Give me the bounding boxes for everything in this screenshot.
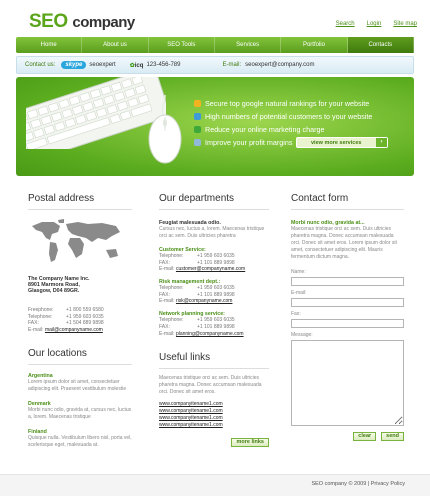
company-street: 8901 Marmora Road, bbox=[28, 282, 80, 288]
skype-icon: skype bbox=[61, 61, 86, 69]
department-name: Network planning service: bbox=[159, 311, 225, 318]
email-row: E-mail: mail@companyname.com bbox=[28, 326, 103, 333]
contact-bar bbox=[16, 56, 414, 74]
site-map-link[interactable]: Site map bbox=[393, 21, 417, 27]
world-map-image bbox=[28, 216, 128, 268]
nav-home[interactable]: Home bbox=[16, 37, 82, 53]
dept-email-link[interactable]: planning@companyname.com bbox=[175, 330, 244, 337]
main-nav bbox=[16, 37, 414, 53]
nav-about-us[interactable]: About us bbox=[82, 37, 148, 53]
footer bbox=[0, 474, 430, 496]
view-more-services-button[interactable] bbox=[296, 137, 388, 148]
feature-item: Secure top google natural rankings for your website bbox=[194, 97, 372, 110]
dept-email-row: E-mail: risk@companyname.com bbox=[159, 298, 233, 305]
department-block bbox=[159, 279, 269, 305]
location-text: Morbi nunc odio, gravida at, cursus nec, luctus a, lorem. Maecenas tristique bbox=[28, 406, 132, 420]
contact-email: seoexpert@company.com bbox=[245, 62, 315, 68]
postal-title: Postal address bbox=[28, 193, 132, 210]
dept-email-link[interactable]: customer@companyname.com bbox=[175, 266, 246, 273]
feature-item: Reduce your online marketing charge bbox=[194, 123, 372, 136]
fax-field[interactable] bbox=[291, 319, 404, 328]
contact-form-column bbox=[291, 193, 404, 441]
department-name: Risk management dept.: bbox=[159, 279, 221, 286]
location-text: Lorem ipsum dolor sit amet, consectetuer adipiscing elit. Praesent vestibulum molestie bbox=[28, 378, 127, 392]
document-icon bbox=[194, 139, 201, 146]
footer-text: SEO company © 2009 | Privacy Policy bbox=[311, 481, 405, 487]
useful-link[interactable]: www.companyitename1.com bbox=[159, 414, 223, 421]
department-block bbox=[159, 311, 269, 337]
dept-email-link[interactable]: risk@companyname.com bbox=[175, 298, 233, 305]
icq-icon: ✿icq bbox=[129, 62, 144, 69]
mouse-image bbox=[141, 95, 189, 167]
check-icon bbox=[194, 126, 201, 133]
dept-fax-row: FAX: +1 101 889 9898 bbox=[159, 291, 235, 298]
feature-item: High numbers of potential customers to your website bbox=[194, 110, 372, 123]
locations-title: Our locations bbox=[28, 348, 132, 365]
dept-fax-row: FAX: +1 101 889 9898 bbox=[159, 323, 235, 330]
location-name: Denmark bbox=[28, 400, 51, 407]
email-field-label: E-mail: bbox=[291, 290, 307, 296]
dept-tel-row: Telephone: +1 959 603 6035 bbox=[159, 317, 235, 324]
dept-email-row: E-mail: planning@companyname.com bbox=[159, 330, 244, 337]
logo-seo: SEO bbox=[29, 11, 68, 32]
email-field[interactable] bbox=[291, 298, 404, 307]
contact-form-intro-text: Maecenas tristique orci ac sem. Duis ultricies pharetra magna. Donec accumsan malesuada orci. Donec sit amet eros. Lorem ipsum dolor sit amet, consectetuer adipiscing elit. Mauris fermentum dictum magna. bbox=[291, 226, 397, 260]
dept-email-row: E-mail: customer@companyname.com bbox=[159, 266, 246, 273]
phone-row: Freephone: +1 800 559 6580 bbox=[28, 307, 104, 313]
arrow-right-icon: › bbox=[376, 138, 387, 147]
useful-link[interactable]: www.companyitename1.com bbox=[159, 407, 223, 414]
contact-us-label: Contact us: bbox=[25, 62, 56, 68]
message-label: Message: bbox=[291, 332, 313, 338]
useful-links-text: Maecenas tristique orci ac sem. Duis ultricies pharetra magna. Donec accumsan malesuada orci. Donec sit amet eros. bbox=[159, 374, 262, 395]
email-label: E-mail: bbox=[222, 62, 242, 68]
clear-button[interactable]: clear bbox=[353, 432, 376, 441]
view-more-services-label: view more services bbox=[311, 139, 362, 146]
icq-number: 123-456-789 bbox=[146, 62, 181, 68]
more-links-button[interactable]: more links bbox=[231, 438, 269, 447]
nav-services[interactable]: Services bbox=[215, 37, 281, 53]
login-link[interactable]: Login bbox=[366, 21, 382, 27]
department-name: Customer Service: bbox=[159, 247, 206, 253]
company-city: Glasgow, D04 89GR. bbox=[28, 288, 80, 294]
send-button[interactable]: send bbox=[381, 432, 404, 441]
skype-name: seoexpert bbox=[89, 62, 116, 68]
nav-contacts[interactable]: Contacts bbox=[348, 37, 414, 53]
fax-label: Fax: bbox=[291, 311, 301, 317]
top-links bbox=[336, 21, 417, 27]
site-logo[interactable] bbox=[29, 11, 135, 33]
phone-row: Telephone: +1 959 603 6035 bbox=[28, 313, 104, 320]
promo-banner bbox=[16, 77, 414, 176]
name-label: Name: bbox=[291, 269, 306, 275]
nav-seo-tools[interactable]: SEO Tools bbox=[149, 37, 215, 53]
departments-intro-text: Cursus nec, luctus a, lorem. Maecenas tristique orci ac sem. Duis ultricies pharetra bbox=[159, 226, 265, 239]
dept-fax-row: FAX: +1 101 889 9898 bbox=[159, 259, 235, 266]
departments-title: Our departments bbox=[159, 193, 269, 210]
lock-icon bbox=[194, 100, 201, 107]
departments-intro-title: Feugiat malesuada odio. bbox=[159, 220, 221, 226]
search-link[interactable]: Search bbox=[335, 21, 355, 27]
contact-form-title: Contact form bbox=[291, 193, 404, 210]
feature-item: Improve your profit margins bbox=[194, 136, 372, 149]
dept-tel-row: Telephone: +1 959 603 6035 bbox=[159, 285, 235, 292]
location-text: Quisque nulla. Vestibulum libero nisl, porta vel, scelerisque eget, malesuada at. bbox=[28, 434, 132, 448]
department-block bbox=[159, 247, 269, 273]
name-field[interactable] bbox=[291, 277, 404, 286]
phone-row: FAX: +1 504 889 9898 bbox=[28, 320, 104, 327]
message-textarea[interactable] bbox=[291, 340, 404, 426]
contact-form-intro-title: Morbi nunc odio, gravida at... bbox=[291, 220, 365, 226]
postal-email-link[interactable]: mail@companyname.com bbox=[44, 326, 103, 333]
useful-link[interactable]: www.companyitename1.com bbox=[159, 400, 223, 407]
nav-portfolio[interactable]: Portfolio bbox=[281, 37, 347, 53]
logo-company: company bbox=[72, 14, 135, 31]
dept-tel-row: Telephone: +1 959 603 6035 bbox=[159, 253, 235, 259]
useful-link[interactable]: www.companyitename1.com bbox=[159, 421, 223, 428]
departments-column bbox=[159, 193, 269, 447]
location-name: Argentina bbox=[28, 372, 53, 379]
location-name: Finland bbox=[28, 428, 47, 435]
postal-column bbox=[28, 193, 132, 449]
company-name: The Company Name Inc. bbox=[28, 276, 90, 282]
info-icon bbox=[194, 113, 201, 120]
useful-links-title: Useful links bbox=[159, 352, 269, 369]
